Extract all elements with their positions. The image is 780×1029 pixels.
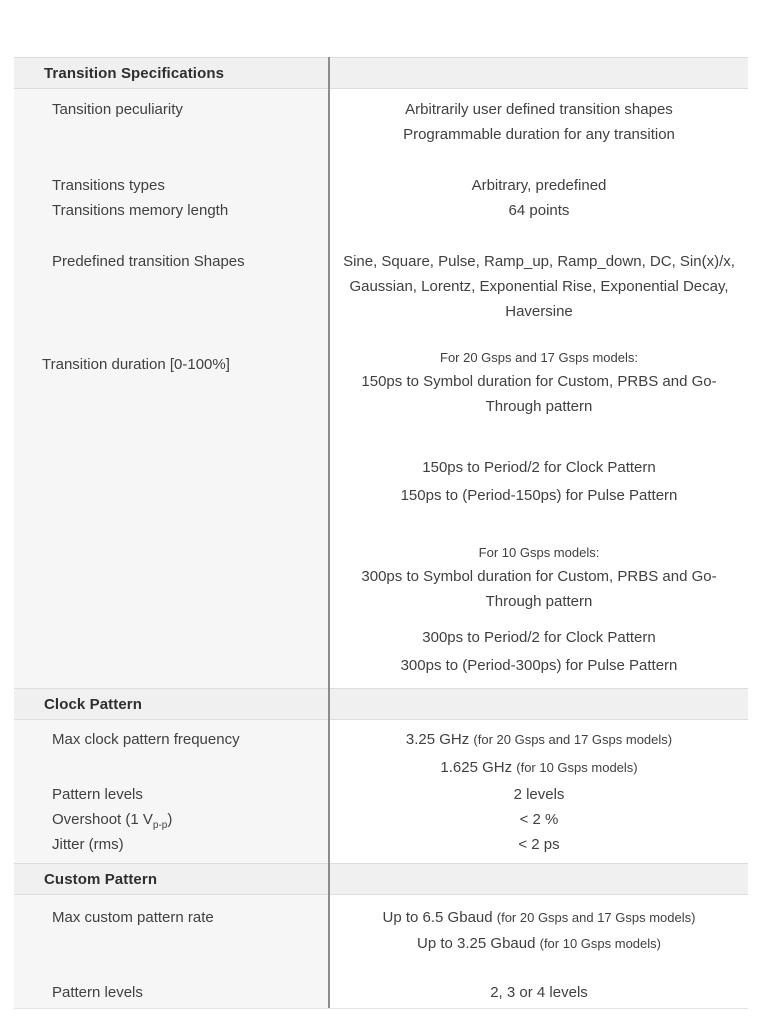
row-label	[14, 905, 328, 931]
value-line	[330, 122, 748, 147]
label-text: Transition duration [0-100%]	[42, 356, 230, 373]
label-text: Pattern levels	[52, 984, 143, 1001]
text-segment: 150ps to (Period-150ps) for Pulse Pattern	[400, 487, 678, 504]
value-line	[330, 832, 748, 857]
value-line	[330, 347, 748, 369]
table-row	[14, 807, 748, 832]
value-line	[330, 249, 748, 274]
text-segment: 64 points	[508, 202, 570, 219]
table-row	[14, 173, 748, 198]
row-label	[14, 807, 328, 832]
text-segment: 300ps to Period/2 for Clock Pattern	[422, 629, 656, 646]
section-header-label: Transition Specifications	[44, 64, 225, 82]
value-line	[330, 782, 748, 807]
label-text: Pattern levels	[52, 786, 143, 803]
section-header-clock-pattern	[14, 688, 748, 720]
value-line	[330, 980, 748, 1005]
label-text: Overshoot (1 V	[52, 811, 153, 828]
value-line	[330, 369, 748, 394]
row-value	[330, 782, 748, 807]
row-value	[330, 97, 748, 147]
row-label	[14, 173, 328, 198]
text-segment: 2 levels	[513, 786, 565, 803]
note-text: (for 10 Gsps models)	[539, 936, 661, 951]
label-text: )	[167, 811, 173, 828]
value-line	[330, 173, 748, 198]
text-segment: 3.25 GHz	[405, 731, 474, 748]
text-segment: Arbitrarily user defined transition shapes	[405, 101, 673, 118]
note-text: (for 20 Gsps and 17 Gsps models)	[473, 732, 673, 747]
text-segment: Haversine	[505, 303, 573, 320]
section-body	[14, 97, 748, 688]
text-segment: Up to 3.25 Gbaud	[417, 935, 540, 952]
text-segment: < 2 %	[519, 811, 559, 828]
value-line	[330, 624, 748, 652]
text-segment: Through pattern	[485, 398, 593, 415]
text-segment: 300ps to Symbol duration for Custom, PRBS and Go-	[361, 568, 717, 585]
row-value	[330, 173, 748, 198]
value-line	[330, 198, 748, 223]
subscript-text: p-p	[152, 820, 168, 831]
label-text: Transitions types	[52, 177, 165, 194]
table-row	[14, 905, 748, 957]
spec-table-sections	[14, 57, 748, 1008]
row-value	[330, 832, 748, 857]
text-segment: Sine, Square, Pulse, Ramp_up, Ramp_down, DC, Sin(x)/x,	[343, 253, 735, 270]
row-label	[14, 97, 328, 122]
label-text: Max custom pattern rate	[52, 909, 214, 926]
label-text: Max clock pattern frequency	[52, 731, 240, 748]
row-label	[14, 249, 328, 274]
table-row	[14, 249, 748, 324]
column-divider	[328, 57, 330, 1008]
row-value	[330, 980, 748, 1005]
table-row	[14, 980, 748, 1005]
value-line	[330, 807, 748, 832]
text-segment: 150ps to Period/2 for Clock Pattern	[422, 459, 656, 476]
table-row	[14, 347, 748, 680]
value-line	[330, 589, 748, 614]
section-body	[14, 905, 748, 1008]
value-line	[330, 542, 748, 564]
value-line	[330, 482, 748, 510]
spec-table	[14, 57, 748, 1009]
note-text: (for 10 Gsps models)	[516, 760, 638, 775]
note-text: For 20 Gsps and 17 Gsps models:	[440, 350, 638, 365]
row-value	[330, 249, 748, 324]
row-label	[14, 347, 328, 377]
row-value	[330, 198, 748, 223]
section-header-transition-specifications	[14, 57, 748, 89]
row-value	[330, 347, 748, 680]
text-segment: 300ps to (Period-300ps) for Pulse Pattern	[400, 657, 678, 674]
value-line	[330, 274, 748, 299]
row-label	[14, 726, 328, 754]
label-text: Tansition peculiarity	[52, 101, 183, 118]
text-segment: Up to 6.5 Gbaud	[382, 909, 497, 926]
row-value	[330, 807, 748, 832]
note-text: (for 20 Gsps and 17 Gsps models)	[496, 910, 696, 925]
table-row	[14, 782, 748, 807]
section-header-label: Custom Pattern	[44, 870, 158, 888]
table-row	[14, 726, 748, 782]
value-line	[330, 726, 748, 754]
text-segment: 2, 3 or 4 levels	[490, 984, 588, 1001]
table-row	[14, 198, 748, 223]
value-line	[330, 754, 748, 782]
text-segment: < 2 ps	[518, 836, 560, 853]
row-value	[330, 726, 748, 782]
table-row	[14, 832, 748, 857]
row-label	[14, 980, 328, 1005]
value-line	[330, 299, 748, 324]
text-segment: Through pattern	[485, 593, 593, 610]
value-line	[330, 905, 748, 931]
value-line	[330, 97, 748, 122]
row-label	[14, 782, 328, 807]
text-segment: Programmable duration for any transition	[403, 126, 675, 143]
text-segment: 1.625 GHz	[440, 759, 517, 776]
note-text: For 10 Gsps models:	[478, 545, 600, 560]
value-line	[330, 564, 748, 589]
label-text: Transitions memory length	[52, 202, 229, 219]
row-value	[330, 905, 748, 957]
row-label	[14, 832, 328, 857]
table-row	[14, 97, 748, 147]
value-line	[330, 394, 748, 419]
text-segment: Arbitrary, predefined	[471, 177, 607, 194]
text-segment: 150ps to Symbol duration for Custom, PRBS and Go-	[361, 373, 717, 390]
value-line	[330, 454, 748, 482]
text-segment: Gaussian, Lorentz, Exponential Rise, Exponential Decay,	[349, 278, 729, 295]
label-text: Jitter (rms)	[52, 836, 124, 853]
row-label	[14, 198, 328, 223]
value-line	[330, 931, 748, 957]
label-text: Predefined transition Shapes	[52, 253, 245, 270]
section-body	[14, 726, 748, 863]
section-header-custom-pattern	[14, 863, 748, 895]
section-header-label: Clock Pattern	[44, 695, 142, 713]
value-line	[330, 652, 748, 680]
